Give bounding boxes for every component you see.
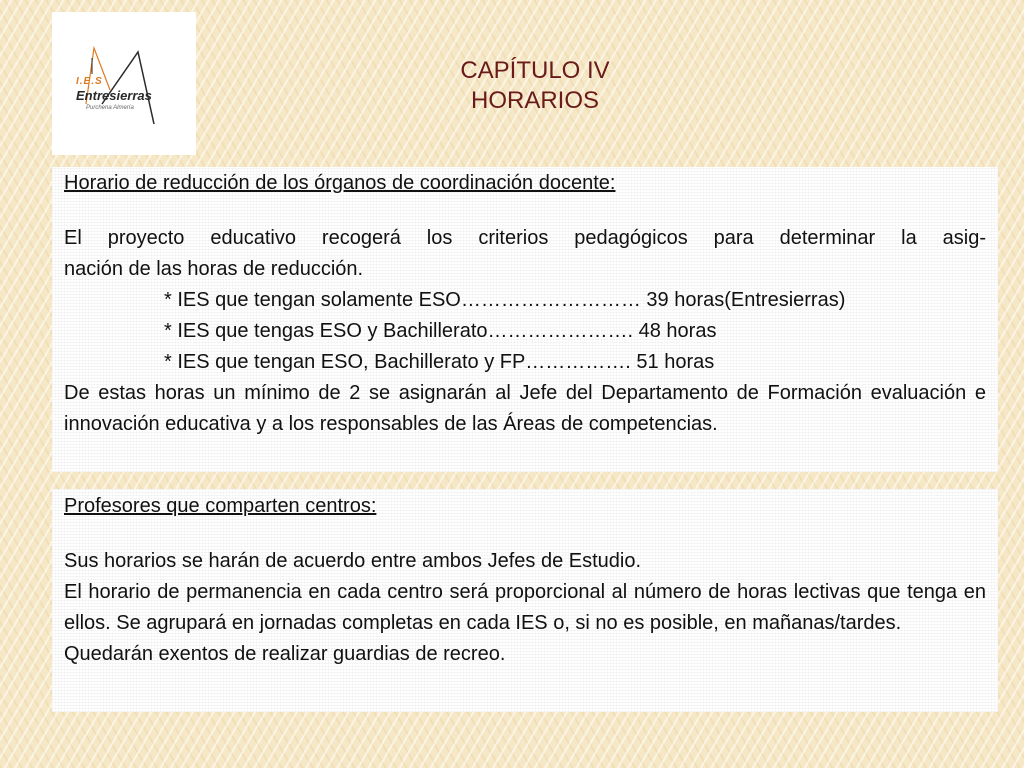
spacer	[64, 199, 986, 223]
section1-heading: Horario de reducción de los órganos de coordinación docente:	[64, 172, 616, 194]
school-logo	[52, 12, 196, 155]
page-title	[430, 56, 640, 116]
section1-intro-line2: nación de las horas de reducción.	[64, 258, 364, 280]
section1-intro-line1: El proyecto educativo recogerá los criterios pedagógicos para determinar la asig-	[64, 227, 986, 249]
mountain-logo-icon	[52, 12, 196, 155]
hours-item-eso: * IES que tengan solamente ESO……………………… 39 horas(Entresierras)	[164, 289, 846, 311]
logo-place-text: Purchena Almería	[86, 105, 134, 111]
logo-ies-text: I.E.S	[76, 76, 103, 87]
section2-para1: Sus horarios se harán de acuerdo entre ambos Jefes de Estudio.	[64, 550, 642, 572]
hours-item-fp: * IES que tengan ESO, Bachillerato y FP……………. 51 horas	[164, 351, 715, 373]
logo-name-text: Entresierras	[76, 88, 152, 103]
shared-teachers-panel	[52, 489, 998, 712]
title-topic: HORARIOS	[470, 87, 599, 114]
spacer	[64, 522, 986, 546]
section2-para3: Quedarán exentos de realizar guardias de recreo.	[64, 643, 506, 665]
section2-heading: Profesores que comparten centros:	[64, 495, 377, 517]
hours-item-bachillerato: * IES que tengas ESO y Bachillerato…………………. 48 horas	[164, 320, 717, 342]
section1-closing: De estas horas un mínimo de 2 se asignarán al Jefe del Departamento de Formación evaluación e innovación educativa y a los responsables de las Áreas de competencias.	[64, 382, 986, 435]
title-chapter: CAPÍTULO IV	[460, 57, 610, 84]
section2-para2: El horario de permanencia en cada centro será proporcional al número de horas lectivas que tenga en ellos. Se agrupará en jornadas completas en cada IES o, si no es posible, en mañanas/tardes.	[64, 581, 986, 634]
reduction-hours-panel	[52, 167, 998, 472]
